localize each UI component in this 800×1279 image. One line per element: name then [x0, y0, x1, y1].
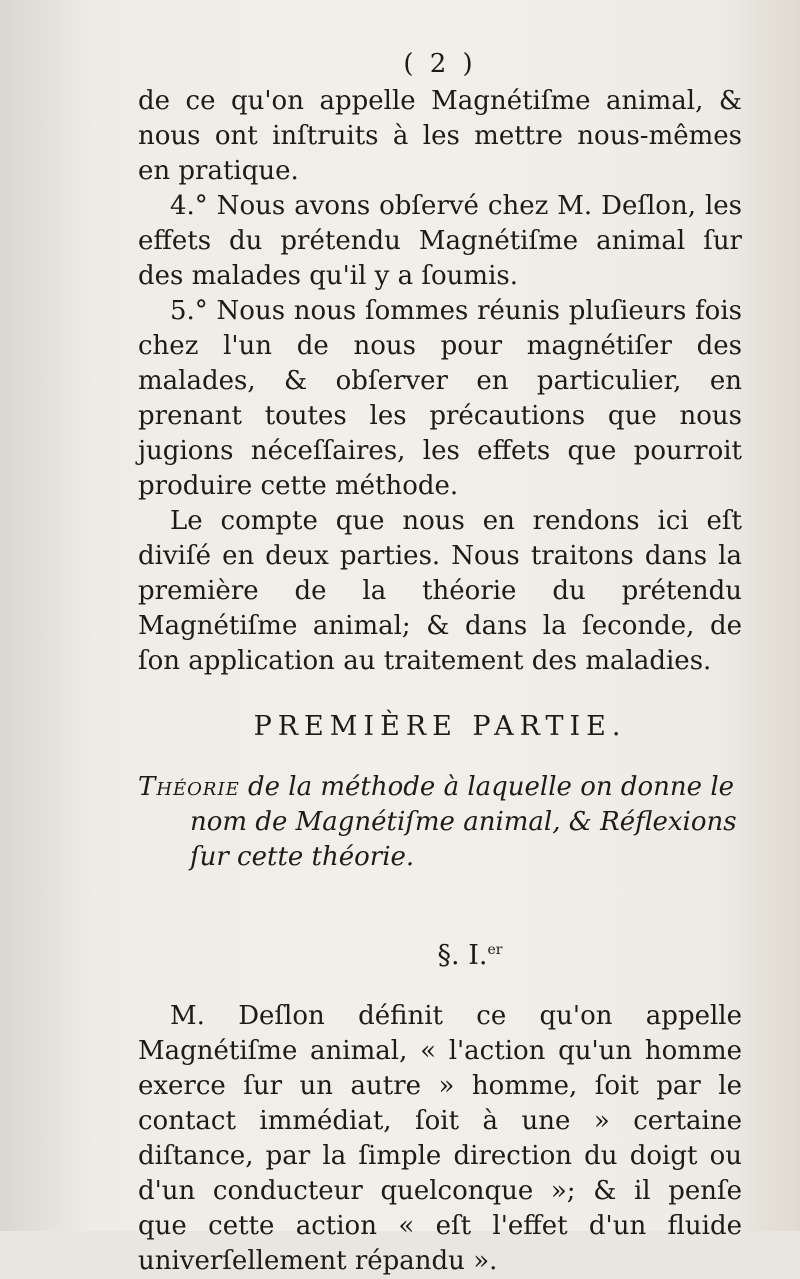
- paragraph-continuation: de ce qu'on appelle Magnétiſme animal, & nous ont inſtruits à les mettre nous-mêmes en pratique.: [138, 86, 742, 186]
- section-mark: [138, 933, 742, 973]
- paragraph-item-5: 5.° Nous nous ſommes réunis pluſieurs fois chez l'un de nous pour magnétiſer des malades, & obſerver en particulier, en prenant toutes les précautions que nous jugions néceſſaires, les effets que pourroit produire cette méthode.: [138, 296, 742, 501]
- page-number: ( 2 ): [403, 49, 477, 79]
- paragraph-report-overview: Le compte que nous en rendons ici eſt diviſé en deux parties. Nous traitons dans la première de la théorie du prétendu Magnétiſme animal; & dans la ſeconde, de ſon application au traitement des maladies.: [138, 506, 742, 676]
- theory-heading-lead: Théorie: [138, 772, 240, 802]
- section-number: §. I.: [437, 940, 488, 971]
- theory-heading-rest: de la méthode à laquelle on donne le nom de Magnétiſme animal, & Réflexions ſur cette théorie.: [190, 772, 737, 872]
- part-title: PREMIÈRE PARTIE.: [253, 711, 627, 742]
- theory-heading: [138, 770, 742, 875]
- paragraph-item-4: 4.° Nous avons obſervé chez M. Deſlon, les effets du prétendu Magnétiſme animal ſur des malades qu'il y a ſoumis.: [138, 191, 742, 291]
- section-superscript: er: [487, 942, 503, 958]
- page-text: [138, 44, 742, 1279]
- paragraph-definition: M. Deſlon définit ce qu'on appelle Magnétiſme animal, « l'action qu'un homme exerce ſur un autre » homme, ſoit par le contact immédiat, ſoit à une » certaine diſtance, par la ſimple direction du doigt ou d'un conducteur quelconque »; & il penſe que cette action « eſt l'effet d'un fluide univerſellement répandu ».: [138, 1001, 742, 1276]
